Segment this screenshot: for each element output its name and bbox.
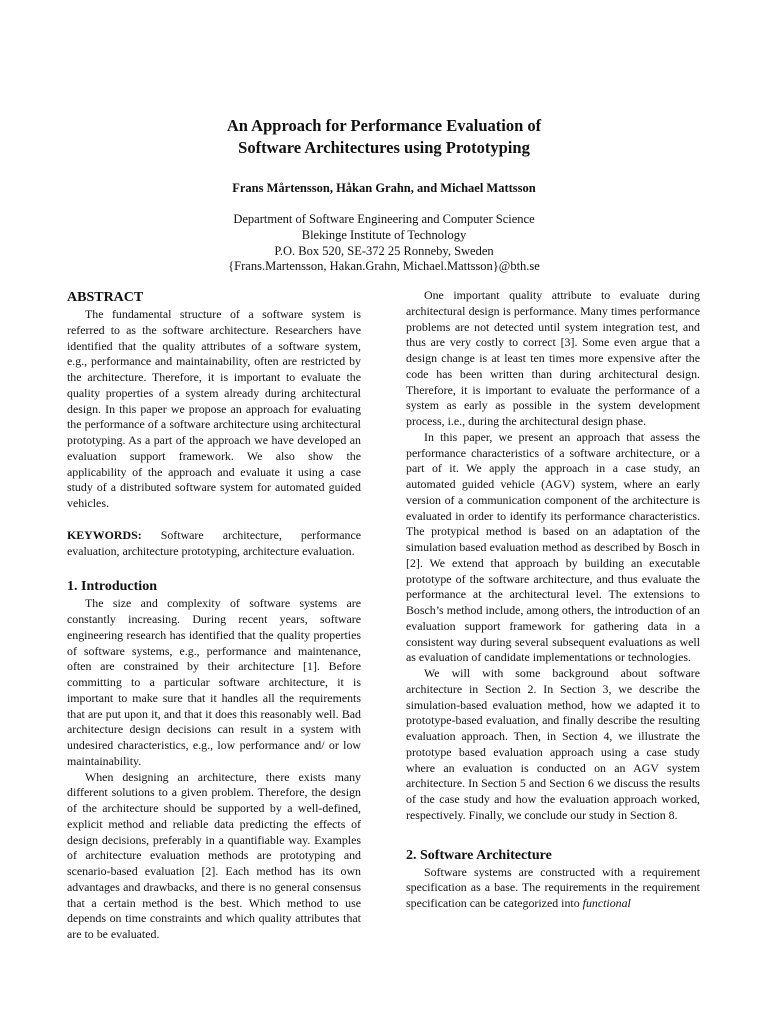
intro-paragraph-3: One important quality attribute to evaluate during architectural design is performance. Many times performance problems are not detected until system integration test, and thus are very costly to correct [3]. Some even argue that a design change is at least ten times more expensive after the code has been written than during architectural design. Therefore, it is important to evaluate the performance of a system as early as possible in the system development process, i.e., during the architectural design phase. xyxy=(406,288,700,428)
left-column xyxy=(67,288,361,943)
keywords-paragraph xyxy=(67,528,361,560)
affiliation-emails: {Frans.Martensson, Hakan.Grahn, Michael.Mattsson}@bth.se xyxy=(228,259,540,274)
keywords-label: KEYWORDS: xyxy=(67,527,142,542)
section-2-italic-term: functional xyxy=(582,896,631,910)
intro-paragraph-5: We will with some background about software architecture in Section 2. In Section 3, we describe the simulation-based evaluation method, how we adapted it to prototype-based evaluation, and finally describe the resulting evaluation approach. Then, in Section 4, we illustrate the prototype based evaluation approach using a case study where an evaluation is conducted on an AGV system architecture. In Section 5 and Section 6 we discuss the results of the case study and how the evaluation approach worked, respectively. Finally, we conclude our study in Section 8. xyxy=(406,666,700,822)
intro-paragraph-2: When designing an architecture, there exists many different solutions to a given problem. Therefore, the design of the architecture should be supported by a well-defined, explicit method and reliable data predicting the effects of design decisions, preferably in a quantifiable way. Examples of architecture evaluation methods are prototyping and scenario-based evaluation [2]. Each method has its own advantages and drawbacks, and there is no general consensus that a certain method is the best. Which method to use depends on time constraints and which quality attributes that are to be evaluated. xyxy=(67,769,361,941)
paper-title xyxy=(0,115,768,159)
title-line-2: Software Architectures using Prototyping xyxy=(238,138,530,157)
author-list: Frans Mårtensson, Håkan Grahn, and Michael Mattsson xyxy=(232,181,536,195)
abstract-heading: ABSTRACT xyxy=(67,290,144,305)
intro-paragraph-4: In this paper, we present an approach that assess the performance characteristics of a software architecture, or a part of it. We apply the approach in a case study, an automated guided vehicle (AGV) system, where an early version of a communication component of the architecture is evaluated in order to identify its performance characteristics. The protypical method is based on an adaptation of the simulation based evaluation method as described by Bosch in [2]. We extend that approach by building an executable prototype of the software architecture, and thus evaluate the performance at the architectural level. The extensions to Bosch’s method include, among others, the introduction of an evaluation support framework for gathering data in a consistent way during several subsequent evaluations as well as evaluation of candidate implementations or technologies. xyxy=(406,429,701,665)
affiliation-department: Department of Software Engineering and Computer Science xyxy=(233,212,535,226)
section-2-heading: 2. Software Architecture xyxy=(406,847,552,863)
affiliation-block xyxy=(0,212,768,275)
abstract-text: The fundamental structure of a software system is referred to as the software architecture. Researchers have identified that the quality attributes of a software system, e.g., performance and maintainability, often are restricted by the architecture. Therefore, it is important to evaluate the quality properties of a system already during architectural design. In this paper we propose an approach for evaluating the performance of a software architecture using architectural prototyping. As a part of the approach we have developed an evaluation support framework. We also show the applicability of the approach and evaluate it using a case study of a distributed software system for automated guided vehicles. xyxy=(67,307,361,510)
section-2-paragraph xyxy=(406,865,700,912)
keywords-text: Software architecture, performance evaluation, architecture prototyping, architecture evaluation. xyxy=(67,527,361,558)
right-column xyxy=(406,288,700,912)
affiliation-institute: Blekinge Institute of Technology xyxy=(301,227,467,242)
section-2-text: Software systems are constructed with a requirement specification as a base. The requirements in the requirement specification can be categorized into xyxy=(406,864,700,910)
affiliation-address: P.O. Box 520, SE-372 25 Ronneby, Sweden xyxy=(274,243,494,258)
title-line-1: An Approach for Performance Evaluation of xyxy=(226,116,542,135)
section-1-heading: 1. Introduction xyxy=(67,579,157,595)
intro-paragraph-1: The size and complexity of software systems are constantly increasing. During recent years, software engineering research has identified that the quality properties of software systems, e.g., performance and maintenance, often are constrained by their architecture [1]. Before committing to a particular software architecture, it is important to make sure that it handles all the requirements that are put upon it, and that it does this reasonably well. Bad architecture design decisions can result in a system with undesired characteristics, e.g., low performance and/ or low maintainability. xyxy=(67,596,361,768)
